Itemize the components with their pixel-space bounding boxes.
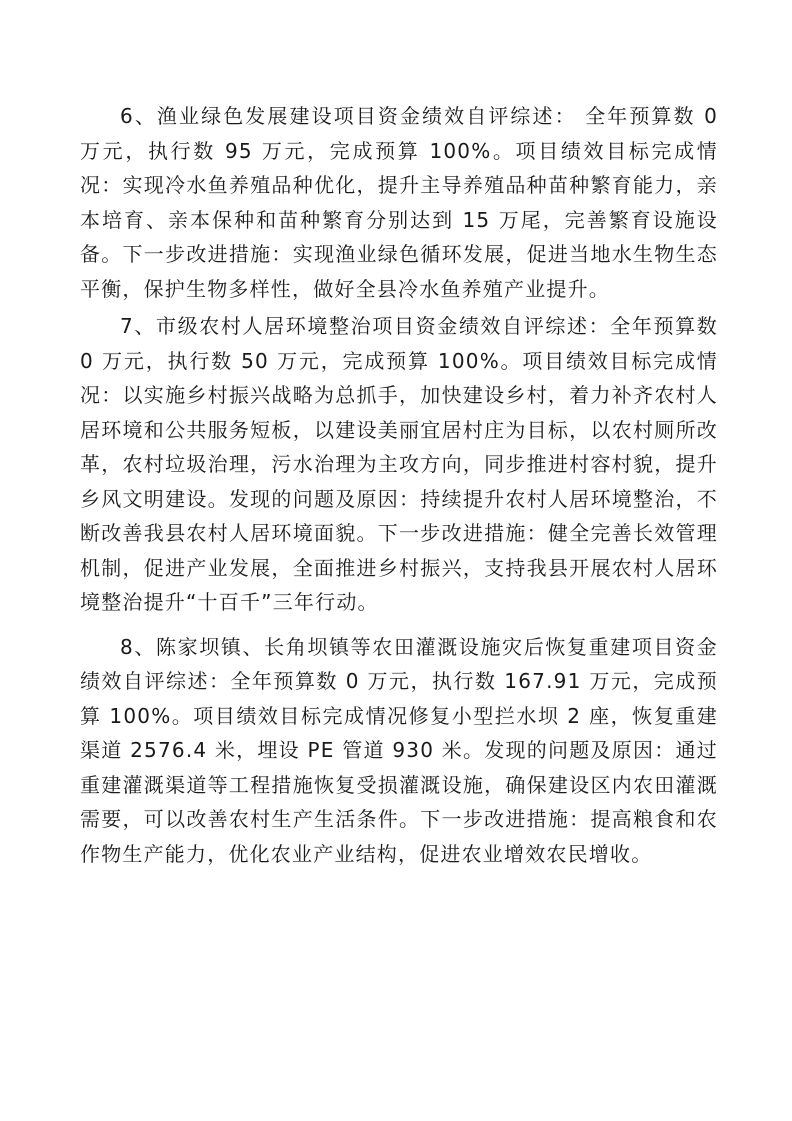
paragraph-item-6: 6、渔业绿色发展建设项目资金绩效自评综述： 全年预算数 0 万元，执行数 95 万元，完成预算 100%。项目绩效目标完成情况：实现冷水鱼养殖品种优化，提升主导养殖品种苗种繁育能力，亲本培育、亲本保种和苗种繁育分别达到 15 万尾，完善繁育设施设备。下一步改进措施：实现渔业绿色循环发展，促进当地水生物生态平衡，保护生物多样性，做好全县冷水鱼养殖产业提升。 (80, 104, 718, 301)
paragraph-item-8: 8、陈家坝镇、长角坝镇等农田灌溉设施灾后恢复重建项目资金绩效自评综述：全年预算数 0 万元，执行数 167.91 万元，完成预算 100%。项目绩效目标完成情况修复小型拦水坝 2 座，恢复重建渠道 2576.4 米，埋设 PE 管道 930 米。发现的问题及原因：通过重建灌溉渠道等工程措施恢复受损灌溉设施，确保建设区内农田灌溉需要，可以改善农村生产生活条件。下一步改进措施：提高粮食和农作物生产能力，优化农业产业结构，促进农业增效农民增收。 (80, 634, 718, 866)
paragraph-item-7: 7、市级农村人居环境整治项目资金绩效自评综述：全年预算数 0 万元，执行数 50 万元，完成预算 100%。项目绩效目标完成情况：以实施乡村振兴战略为总抓手，加快建设乡村，着力补齐农村人居环境和公共服务短板，以建设美丽宜居村庄为目标，以农村厕所改革，农村垃圾治理，污水治理为主攻方向，同步推进村容村貌，提升乡风文明建设。发现的问题及原因：持续提升农村人居环境整治，不断改善我县农村人居环境面貌。下一步改进措施：健全完善长效管理机制，促进产业发展，全面推进乡村振兴，支持我县开展农村人居环境整治提升“十百千”三年行动。 (80, 314, 718, 614)
